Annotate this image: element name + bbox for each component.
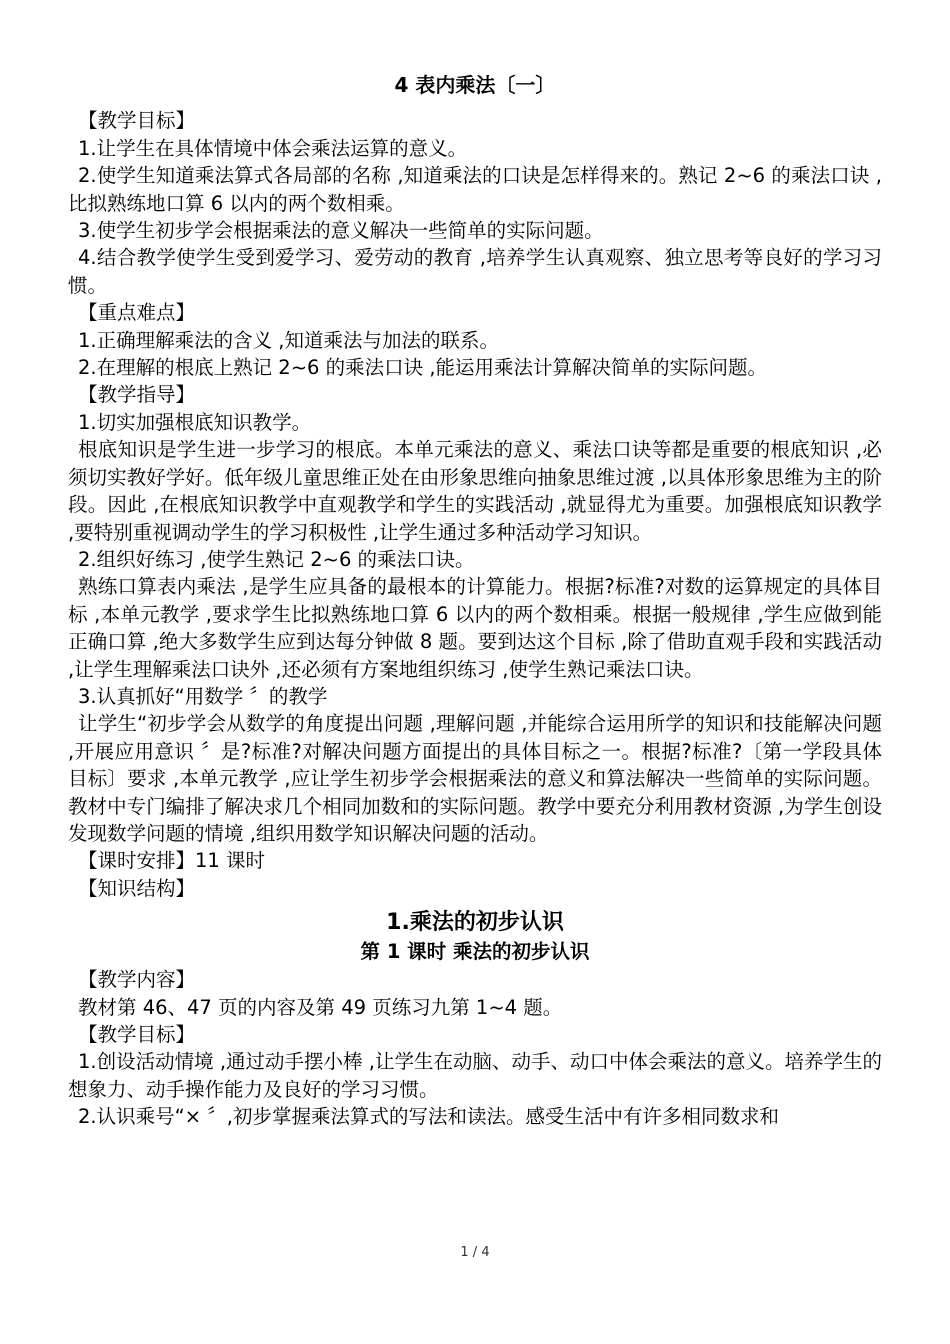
page-number: 1 / 4 (460, 1245, 490, 1260)
heading-teaching-goals: 【教学目标】 (78, 1023, 196, 1046)
paragraph: 1.正确理解乘法的含义 ,知道乘法与加法的联系。 (78, 328, 500, 352)
paragraph: 教材第 46、47 页的内容及第 49 页练习九第 1~4 题。 (78, 995, 563, 1019)
paragraph: 2.认识乘号“× 〞,初步掌握乘法算式的写法和读法。感受生活中有许多相同数求和 (78, 1105, 779, 1129)
paragraph: 1.切实加强根底知识教学。 (78, 410, 312, 434)
paragraph: 根底知识是学生进一步学习的根底。本单元乘法的意义、乘法口诀等都是重要的根底知识 ,必须切实教好学好。低年级儿童思维正处在由形象思维向抽象思维过渡 ,以具体形象思维为主的阶段。因此 ,在根底知识教学中直观教学和学生的实践活动 ,就显得尤为重要。加强根底知识教学 ,要特别重视调动学生的学习积极性 ,让学生通过多种活动学习知识。 (68, 438, 882, 544)
paragraph: 1.让学生在具体情境中体会乘法运算的意义。 (78, 136, 468, 160)
document-body (68, 72, 882, 1131)
lesson-title: 第 1 课时 乘法的初步认识 (360, 940, 590, 964)
heading-teaching-goals: 【教学目标】 (78, 109, 196, 133)
heading-key-points: 【重点难点】 (78, 301, 196, 325)
heading-knowledge-structure: 【知识结构】 (78, 876, 196, 900)
paragraph: 让学生“初步学会从数学的角度提出问题 ,理解问题 ,并能综合运用所学的知识和技能解决问题 ,开展应用意识 〞是?标准?对解决问题方面提出的具体目标之一。根据?标准?〔第一学段具体目标〕要求 ,本单元教学 ,应让学生初步学会根据乘法的意义和算法解决一些简单的实际问题。教材中专门编排了解决求几个相同加数和的实际问题。教学中要充分利用教材资源 ,为学生创设发现数学问题的情境 ,组织用数学知识解决问题的活动。 (68, 712, 882, 845)
section-title: 1.乘法的初步认识 (386, 910, 564, 936)
paragraph: 1.创设活动情境 ,通过动手摆小棒 ,让学生在动脑、动手、动口中体会乘法的意义。培养学生的想象力、动手操作能力及良好的学习习惯。 (68, 1050, 882, 1101)
heading-schedule: 【课时安排】11 课时 (78, 849, 266, 873)
paragraph: 2.组织好练习 ,使学生熟记 2~6 的乘法口诀。 (78, 547, 475, 571)
paragraph: 3.使学生初步学会根据乘法的意义解决一些简单的实际问题。 (78, 219, 604, 243)
heading-teaching-guidance: 【教学指导】 (78, 383, 196, 407)
paragraph: 2.使学生知道乘法算式各局部的名称 ,知道乘法的口诀是怎样得来的。熟记 2~6 的乘法口诀 ,比拟熟练地口算 6 以内的两个数相乘。 (68, 164, 882, 215)
paragraph: 4.结合教学使学生受到爱学习、爱劳动的教育 ,培养学生认真观察、独立思考等良好的学习习惯。 (68, 246, 882, 297)
chapter-title: 4 表内乘法〔一〕 (394, 73, 556, 97)
paragraph: 熟练口算表内乘法 ,是学生应具备的最根本的计算能力。根据?标准?对数的运算规定的具体目标 ,本单元教学 ,要求学生比拟熟练地口算 6 以内的两个数相乘。根据一般规律 ,学生应做到能正确口算 ,绝大多数学生应到达每分钟做 8 题。要到达这个目标 ,除了借助直观手段和实践活动 ,让学生理解乘法口诀外 ,还必须有方案地组织练习 ,使学生熟记乘法口诀。 (68, 575, 882, 681)
heading-teaching-content: 【教学内容】 (78, 968, 196, 992)
paragraph: 2.在理解的根底上熟记 2~6 的乘法口诀 ,能运用乘法计算解决简单的实际问题。 (78, 356, 768, 380)
paragraph: 3.认真抓好“用数学 〞的教学 (78, 684, 328, 708)
